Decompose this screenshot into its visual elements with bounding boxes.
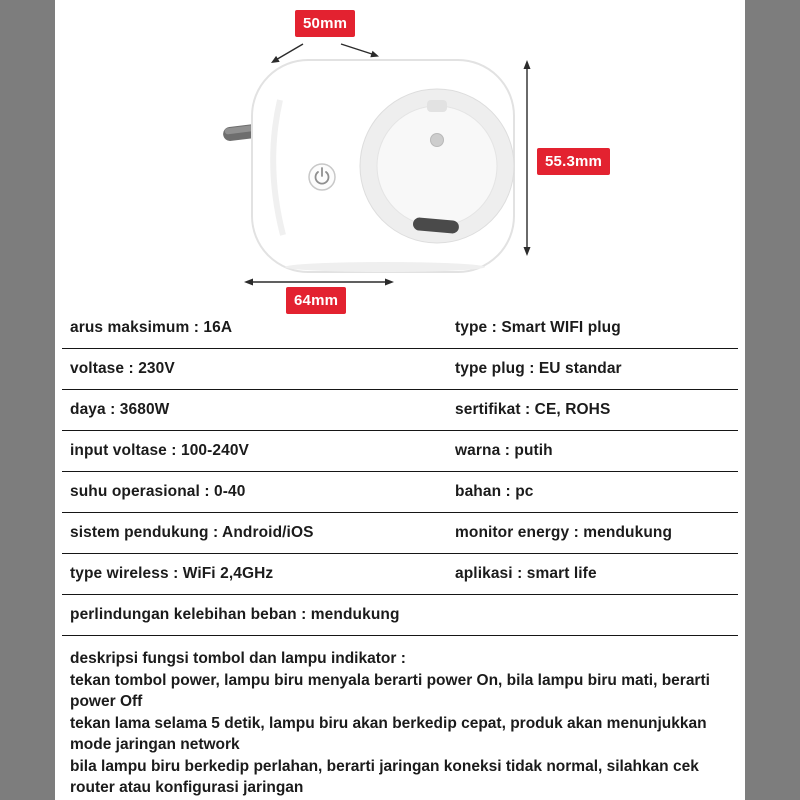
spec-cell-left: daya : 3680W	[70, 401, 170, 418]
spec-cell-left: voltase : 230V	[70, 360, 175, 377]
spec-row	[62, 431, 738, 472]
spec-cell-left: type wireless : WiFi 2,4GHz	[70, 565, 274, 582]
spec-cell-full: perlindungan kelebihan beban : mendukung	[70, 606, 400, 623]
spec-cell-right: monitor energy : mendukung	[455, 524, 673, 541]
spec-cell-left: suhu operasional : 0-40	[70, 483, 246, 500]
dimension-arrow-width	[244, 279, 394, 286]
spec-cell-right: aplikasi : smart life	[455, 565, 597, 582]
spec-row	[62, 554, 738, 595]
dimension-label-height: 55.3mm	[537, 148, 610, 175]
spec-cell-right: type : Smart WIFI plug	[455, 319, 621, 336]
description-line: tekan lama selama 5 detik, lampu biru akan berkedip cepat, produk akan menunjukkan mode jaringan network	[70, 714, 707, 753]
plug-diagram	[55, 0, 745, 308]
description-block	[55, 636, 745, 799]
spec-row-full-width	[62, 595, 738, 636]
spec-row	[62, 308, 738, 349]
spec-cell-left: sistem pendukung : Android/iOS	[70, 524, 314, 541]
dimension-label-top: 50mm	[295, 10, 355, 37]
spec-cell-right: warna : putih	[455, 442, 553, 459]
description-line: tekan tombol power, lampu biru menyala berarti power On, bila lampu biru mati, berarti power Off	[70, 671, 710, 710]
spec-row	[62, 390, 738, 431]
content-panel	[55, 0, 745, 800]
dimension-arrow-height	[524, 60, 531, 256]
socket-face-inner	[377, 106, 497, 226]
dimension-label-width: 64mm	[286, 287, 346, 314]
power-button-icon	[309, 164, 335, 190]
spec-row	[62, 513, 738, 554]
description-line: bila lampu biru berkedip perlahan, berarti jaringan koneksi tidak normal, silahkan cek router atau konfigurasi jaringan	[70, 757, 699, 796]
spec-cell-left: arus maksimum : 16A	[70, 319, 233, 336]
spec-row	[62, 472, 738, 513]
plug-illustration	[55, 0, 745, 308]
spec-row	[62, 349, 738, 390]
spec-cell-right: sertifikat : CE, ROHS	[455, 401, 611, 418]
dimension-arrow-top	[274, 44, 375, 61]
spec-cell-right: type plug : EU standar	[455, 360, 622, 377]
description-heading: deskripsi fungsi tombol dan lampu indikator :	[70, 650, 406, 667]
spec-cell-left: input voltase : 100-240V	[70, 442, 249, 459]
spec-table	[62, 308, 738, 636]
spec-cell-right: bahan : pc	[455, 483, 534, 500]
socket-hole	[431, 134, 444, 147]
